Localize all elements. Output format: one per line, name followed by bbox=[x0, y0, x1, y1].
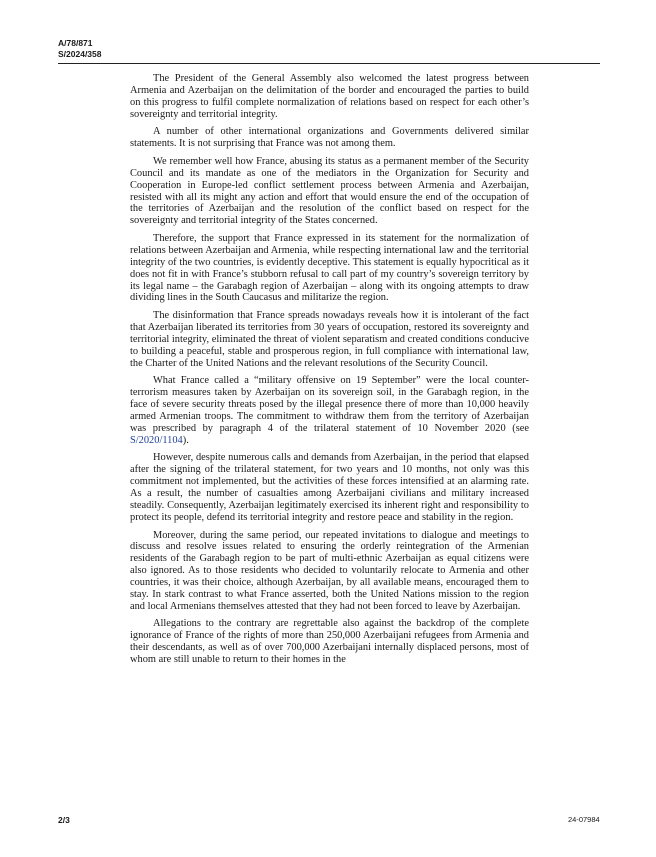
paragraph-4: Therefore, the support that France expressed in its statement for the normalization of relations between Azerbaijan and Armenia, while respecting international law and the territorial integrity of the two countries, is evidently deceptive. This statement is equally hypocritical as it does not fit in with France’s stubborn refusal to call part of my country’s sovereign territory by its legal name – the Garabagh region of Azerbaijan – along with its ongoing attempts to draw dividing lines in the South Caucasus and militarize the region. bbox=[130, 233, 529, 304]
document-symbol-s: S/2024/358 bbox=[58, 49, 102, 59]
header-rule bbox=[58, 63, 600, 64]
document-link-s-2020-1104[interactable]: S/2020/1104 bbox=[130, 434, 183, 446]
paragraph-3: We remember well how France, abusing its status as a permanent member of the Security Council and its mandate as one of the mediators in the Organization for Security and Cooperation in Europe-led conflict settlement process between Armenia and Azerbaijan, resisted with all its might any action and effort that would ensure the end of the occupation of the territories of Azerbaijan and the resolution of the conflict based on respect for the sovereignty and territorial integrity of the States concerned. bbox=[130, 156, 529, 227]
paragraph-6-end: ). bbox=[182, 434, 189, 446]
paragraph-8: Moreover, during the same period, our repeated invitations to dialogue and meetings to discuss and resolve issues related to ensuring the orderly reintegration of the Armenian residents of the Garabagh region to be part of multi-ethnic Azerbaijan as equal citizens were also ignored. As to those residents who decided to voluntarily relocate to Armenia and other countries, it was their choice, although Azerbaijan, by all available means, encouraged them to stay. In stark contrast to what France asserted, both the United Nations mission to the region and local Armenians themselves attested that they had not been forced to leave by Azerbaijan. bbox=[130, 529, 529, 612]
paragraph-2: A number of other international organizations and Governments delivered similar statements. It is not surprising that France was not among them. bbox=[130, 126, 529, 150]
document-body bbox=[130, 73, 529, 672]
paragraph-6-text: What France called a “military offensive on 19 September” were the local counter-terrorism measures taken by Azerbaijan on its sovereign soil, in the Garabagh region, in the face of severe security threats posed by the illegal presence there of more than 10,000 heavily armed Armenian troops. The commitment to withdraw them from the territory of Azerbaijan was prescribed by paragraph 4 of the trilateral statement of 10 November 2020 (see bbox=[130, 375, 529, 434]
paragraph-5: The disinformation that France spreads nowadays reveals how it is intolerant of the fact that Azerbaijan liberated its territories from 30 years of occupation, restored its sovereignty and territorial integrity, eliminated the threat of violent separatism and created conditions conducive to building a peaceful, stable and prosperous region, in full compliance with international law, the Charter of the United Nations and the relevant resolutions of the Security Council. bbox=[130, 310, 529, 369]
document-code: 24-07984 bbox=[568, 815, 600, 824]
paragraph-6 bbox=[130, 375, 529, 446]
document-symbol-a: A/78/871 bbox=[58, 38, 93, 48]
paragraph-9: Allegations to the contrary are regrettable also against the backdrop of the complete ignorance of France of the rights of more than 250,000 Azerbaijani refugees from Armenia and their descendants, as well as of over 700,000 Azerbaijani internally displaced persons, most of whom are still unable to return to their homes in the bbox=[130, 618, 529, 665]
page-number: 2/3 bbox=[58, 815, 70, 825]
document-symbols bbox=[58, 38, 101, 60]
paragraph-7: However, despite numerous calls and demands from Azerbaijan, in the period that elapsed after the signing of the trilateral statement, for two years and 10 months, not only was this commitment not implemented, but the activities of these forces intensified at an alarming rate. As a result, the number of casualties among Azerbaijani civilians and military increased steadily. Consequently, Azerbaijan legitimately exercised its inherent right and responsibility to protect its people, defend its territorial integrity and restore peace and stability in the region. bbox=[130, 452, 529, 523]
paragraph-1: The President of the General Assembly also welcomed the latest progress between Armenia and Azerbaijan on the delimitation of the border and encouraged the parties to build on this progress to fulfil complete normalization of relations based on respect for each other’s sovereignty and territorial integrity. bbox=[130, 73, 529, 120]
